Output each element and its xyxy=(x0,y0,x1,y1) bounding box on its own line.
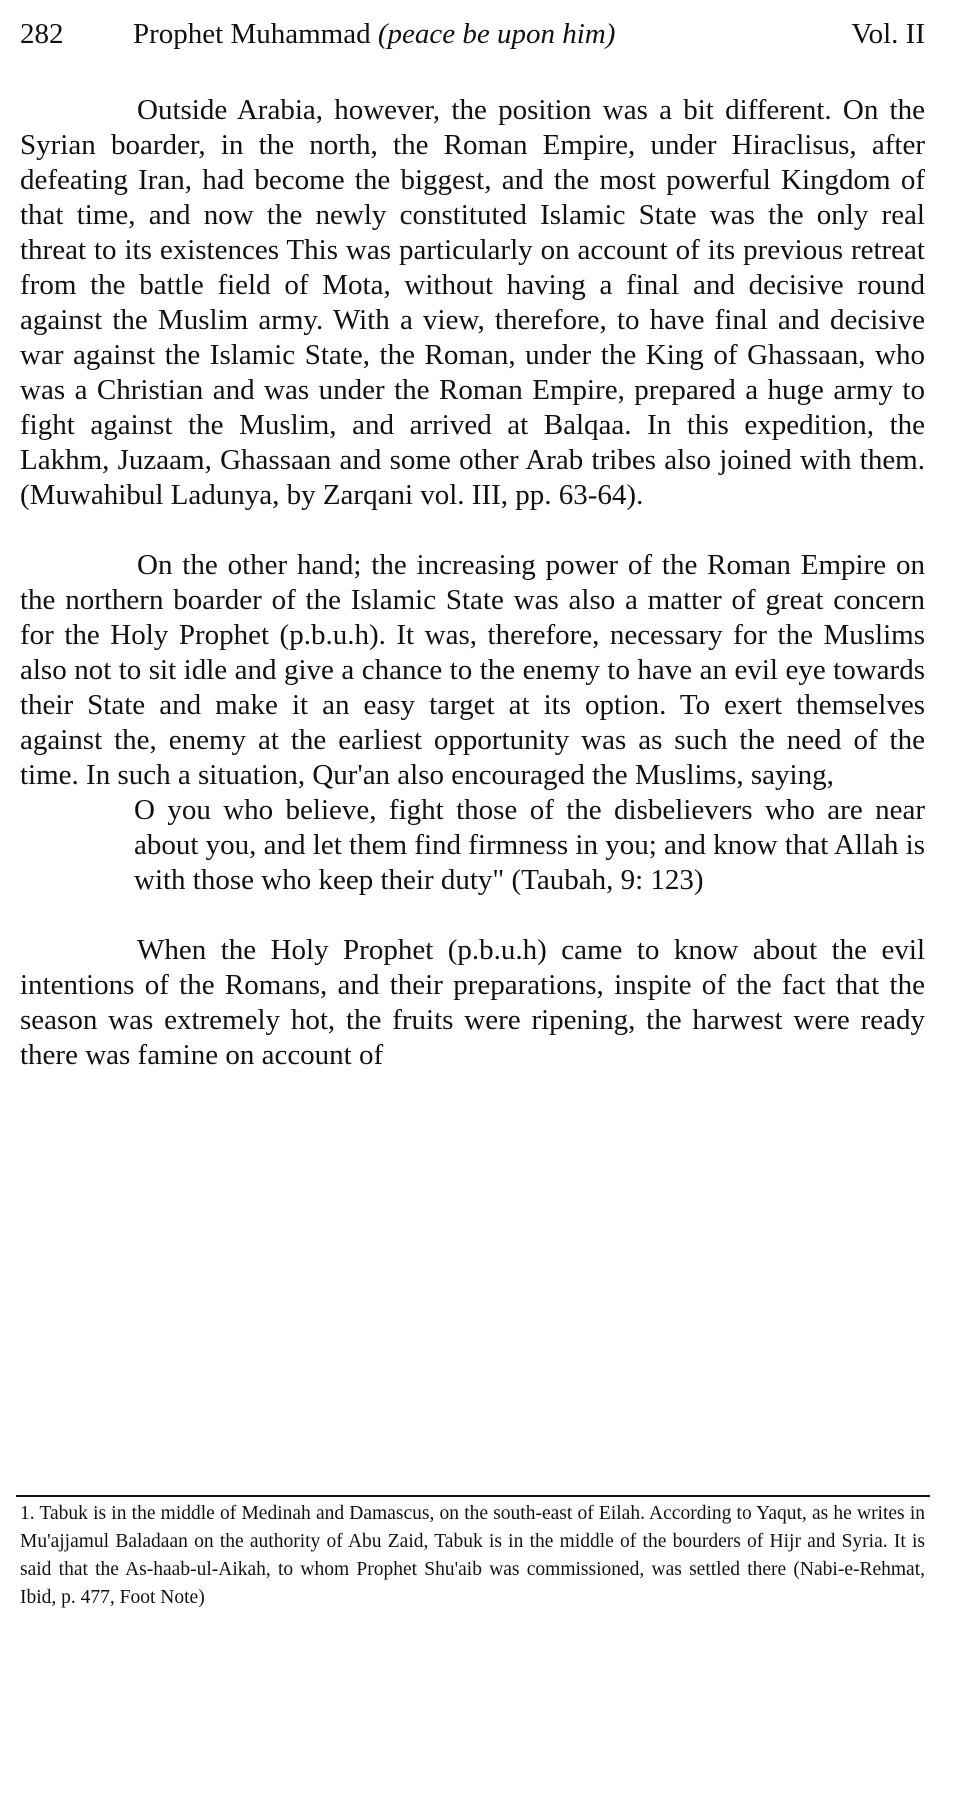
quran-quote: O you who believe, fight those of the disbelievers who are near about you, and let them find firmness in you; and know that Allah is with those who keep their duty" (Taubah, 9: 123) xyxy=(134,794,925,896)
paragraph-holy-prophet: When the Holy Prophet (p.b.u.h) came to know about the evil intentions of the Romans, and their preparations, inspite of the fact that the season was extremely hot, the fruits were ripening, the harwest were ready there was famine on account of xyxy=(20,934,925,1071)
page-number: 282 xyxy=(20,18,64,50)
running-header xyxy=(20,14,925,54)
running-title xyxy=(133,14,615,54)
body-text xyxy=(20,93,925,1073)
paragraph-other-hand: On the other hand; the increasing power of the Roman Empire on the northern boarder of the Islamic State was also a matter of great concern for the Holy Prophet (p.b.u.h). It was, therefore, necessary for the Muslims also not to sit idle and give a chance to the enemy to have an evil eye towards their State and make it an easy target at its option. To exert themselves against the, enemy at the earliest opportunity was as such the need of the time. In such a situation, Qur'an also encouraged the Muslims, saying, xyxy=(20,549,925,791)
running-title-text: Prophet Muhammad xyxy=(133,18,378,50)
volume-label: Vol. II xyxy=(851,18,925,50)
footnote: 1. Tabuk is in the middle of Medinah and Damascus, on the south-east of Eilah. According to Yaqut, as he writes in Mu'ajjamul Baladaan on the authority of Abu Zaid, Tabuk is in the middle of the bourders of Hijr and Syria. It is said that the As-haab-ul-Aikah, to whom Prophet Shu'aib was commissioned, was settled there (Nabi-e-Rehmat, Ibid, p. 477, Foot Note) xyxy=(20,1503,925,1608)
running-title-italic: (peace be upon him) xyxy=(377,18,616,50)
footnote-divider xyxy=(16,1495,930,1497)
paragraph-outside-arabia: Outside Arabia, however, the position was a bit different. On the Syrian boarder, in the north, the Roman Empire, under Hiraclisus, after defeating Iran, had become the biggest, and the most powerful Kingdom of that time, and now the newly constituted Islamic State was the only real threat to its existences This was particularly on account of its previous retreat from the battle field of Mota, without having a final and decisive round against the Muslim army. With a view, therefore, to have final and decisive war against the Islamic State, the Roman, under the King of Ghassaan, who was a Christian and was under the Roman Empire, prepared a huge army to fight against the Muslim, and arrived at Balqaa. In this expedition, the Lakhm, Juzaam, Ghassaan and some other Arab tribes also joined with them. (Muwahibul Ladunya, by Zarqani vol. III, pp. 63-64). xyxy=(20,94,925,511)
